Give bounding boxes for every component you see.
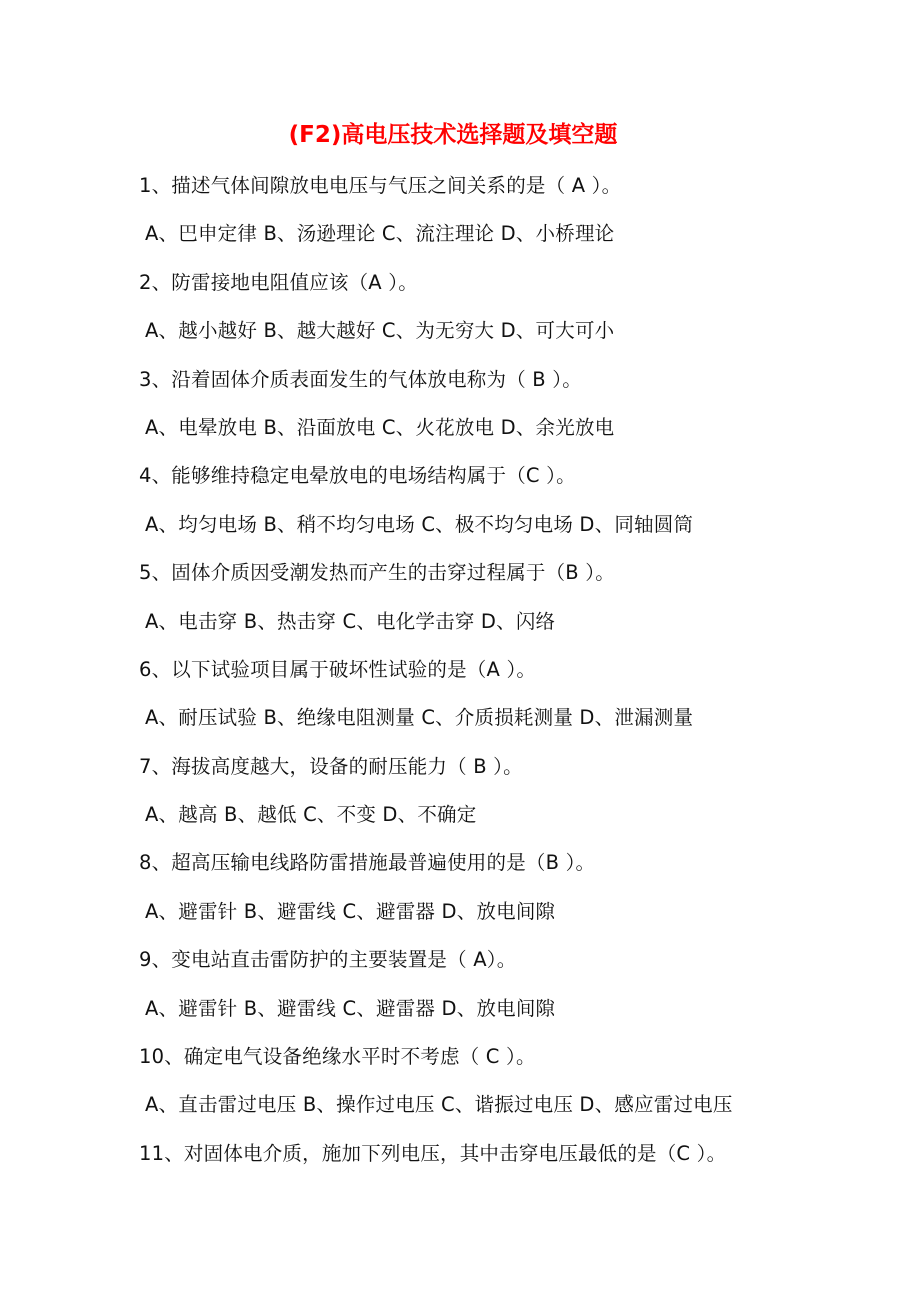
question-list (0, 166, 920, 1182)
options-line: A、耐压试验 B、绝缘电阻测量 C、介质损耗测量 D、泄漏测量 (145, 706, 694, 730)
question-line: 6、以下试验项目属于破坏性试验的是（A ）。 (139, 657, 537, 681)
options-line: A、直击雷过电压 B、操作过电压 C、谐振过电压 D、感应雷过电压 (145, 1093, 733, 1117)
question-line: 11、对固体电介质，施加下列电压，其中击穿电压最低的是（C ）。 (139, 1141, 727, 1165)
question-line: 2、防雷接地电阻值应该（A ）。 (139, 270, 418, 294)
question-line: 5、固体介质因受潮发热而产生的击穿过程属于（B ）。 (139, 561, 615, 585)
options-line: A、越小越好 B、越大越好 C、为无穷大 D、可大可小 (145, 319, 615, 343)
question-line: 9、变电站直击雷防护的主要装置是（ A）。 (139, 948, 517, 972)
question-line: 4、能够维持稳定电晕放电的电场结构属于（C ）。 (139, 464, 576, 488)
options-line: A、避雷针 B、避雷线 C、避雷器 D、放电间隙 (145, 899, 556, 923)
question-line: 1、描述气体间隙放电电压与气压之间关系的是（ A ）。 (139, 174, 622, 197)
options-line: A、避雷针 B、避雷线 C、避雷器 D、放电间隙 (145, 996, 556, 1020)
options-line: A、电击穿 B、热击穿 C、电化学击穿 D、闪络 (145, 609, 556, 633)
options-line: A、巴申定律 B、汤逊理论 C、流注理论 D、小桥理论 (145, 222, 615, 246)
question-line: 7、海拔高度越大，设备的耐压能力（ B ）。 (139, 754, 523, 778)
options-line: A、电晕放电 B、沿面放电 C、火花放电 D、余光放电 (145, 415, 615, 439)
options-line: A、均匀电场 B、稍不均匀电场 C、极不均匀电场 D、同轴圆筒 (145, 512, 694, 536)
options-line: A、越高 B、越低 C、不变 D、不确定 (145, 803, 477, 827)
question-line: 8、超高压输电线路防雷措施最普遍使用的是（B ）。 (139, 851, 596, 875)
question-line: 10、确定电气设备绝缘水平时不考虑（ C ）。 (139, 1045, 536, 1069)
document-title: (F2)高电压技术选择题及填空题 (288, 122, 618, 148)
question-line: 3、沿着固体介质表面发生的气体放电称为（ B ）。 (139, 367, 582, 391)
